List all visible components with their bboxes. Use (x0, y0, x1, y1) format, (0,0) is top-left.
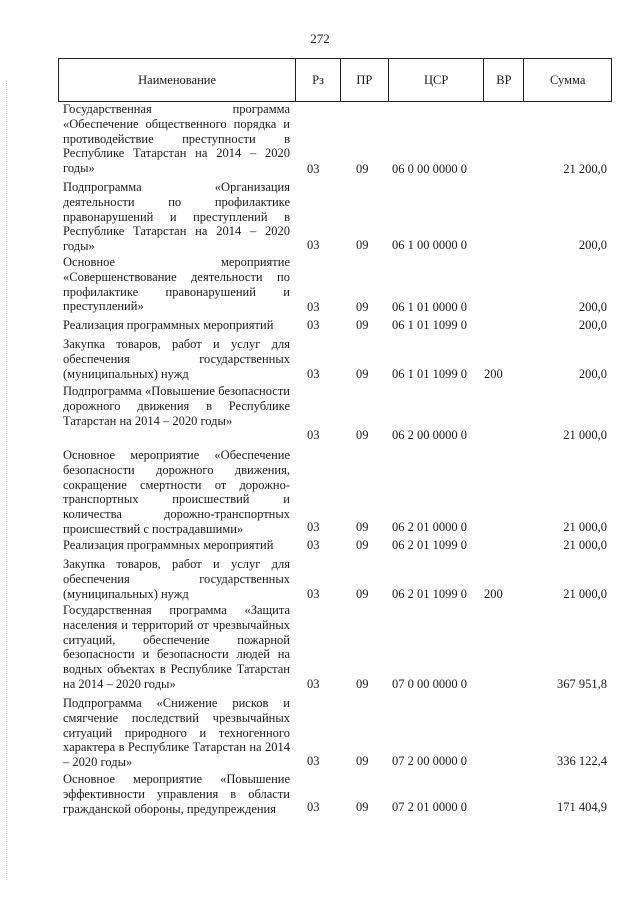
row-csr: 06 2 00 0000 0 (392, 428, 467, 442)
row-rz: 03 (307, 677, 320, 691)
row-pr: 09 (356, 428, 369, 442)
row-name: Основное мероприятие «Обеспечение безопасности дорожного движения, сокращение смертности от дорожно-транспортных происшествий и количества дорожно-транспортных происшествий с пострадавшими» (63, 448, 290, 536)
row-sum: 21 000,0 (563, 538, 607, 552)
table-row (0, 557, 640, 605)
row-sum: 200,0 (578, 238, 607, 252)
table-row (0, 180, 640, 254)
table-row (0, 696, 640, 772)
row-sum: 200,0 (578, 367, 607, 381)
row-rz: 03 (307, 587, 320, 601)
row-rz: 03 (307, 754, 320, 768)
page-number: 272 (310, 31, 330, 46)
row-sum: 21 000,0 (563, 428, 607, 442)
column-header-vr: ВР (484, 59, 524, 101)
table-row (0, 538, 640, 556)
row-csr: 06 1 01 1099 0 (392, 367, 467, 381)
row-pr: 09 (356, 367, 369, 381)
row-pr: 09 (356, 300, 369, 314)
row-pr: 09 (356, 520, 369, 534)
row-name: Реализация программных мероприятий (63, 538, 274, 552)
row-sum: 21 000,0 (563, 520, 607, 534)
row-pr: 09 (356, 538, 369, 552)
row-rz: 03 (307, 520, 320, 534)
row-sum: 171 404,9 (557, 800, 607, 814)
row-pr: 09 (356, 800, 369, 814)
row-sum: 200,0 (578, 318, 607, 332)
table-row (0, 384, 640, 446)
row-pr: 09 (356, 587, 369, 601)
row-rz: 03 (307, 428, 320, 442)
row-name: Основное мероприятие «Совершенствование деятельности по профилактике правонарушений и преступлений» (63, 255, 290, 314)
row-csr: 06 1 00 0000 0 (392, 238, 467, 252)
column-header-name: Наименование (59, 59, 296, 101)
row-name: Подпрограмма «Организация деятельности по профилактике правонарушений и преступлений в Республике Татарстан на 2014 – 2020 годы» (63, 180, 290, 254)
column-header-csr: ЦСР (389, 59, 485, 101)
row-name: Подпрограмма «Снижение рисков и смягчение последствий чрезвычайных ситуаций природного и техногенного характера в Республике Татарстан на 2014 – 2020 годы» (63, 696, 290, 770)
row-pr: 09 (356, 162, 369, 176)
table-header (58, 58, 612, 102)
row-vr: 200 (484, 367, 503, 381)
row-name: Подпрограмма «Повышение безопасности дорожного движения в Республике Татарстан на 2014 – 2020 годы» (63, 384, 290, 428)
row-rz: 03 (307, 538, 320, 552)
row-csr: 07 0 00 0000 0 (392, 677, 467, 691)
row-rz: 03 (307, 162, 320, 176)
table-row (0, 102, 640, 176)
row-rz: 03 (307, 238, 320, 252)
row-name: Государственная программа «Обеспечение общественного порядка и противодействие преступности в Республике Татарстан на 2014 – 2020 годы» (63, 102, 290, 176)
row-csr: 07 2 00 0000 0 (392, 754, 467, 768)
column-header-pr: ПР (341, 59, 389, 101)
row-csr: 06 2 01 1099 0 (392, 538, 467, 552)
row-pr: 09 (356, 238, 369, 252)
table-row (0, 255, 640, 318)
table-row (0, 772, 640, 820)
row-sum: 21 000,0 (563, 587, 607, 601)
row-sum: 200,0 (578, 300, 607, 314)
table-row (0, 337, 640, 385)
row-name: Закупка товаров, работ и услуг для обеспечения государственных (муниципальных) нужд (63, 557, 290, 601)
row-csr: 06 0 00 0000 0 (392, 162, 467, 176)
table-row (0, 448, 640, 538)
row-rz: 03 (307, 367, 320, 381)
row-name: Государственная программа «Защита населения и территорий от чрезвычайных ситуаций, обеспечение пожарной безопасности и безопасности людей на водных объектах в Республике Татарстан на 2014 – 2020 годы» (63, 603, 290, 691)
row-csr: 06 1 01 0000 0 (392, 300, 467, 314)
row-pr: 09 (356, 754, 369, 768)
row-vr: 200 (484, 587, 503, 601)
row-sum: 336 122,4 (557, 754, 607, 768)
row-rz: 03 (307, 300, 320, 314)
row-pr: 09 (356, 318, 369, 332)
row-csr: 06 1 01 1099 0 (392, 318, 467, 332)
row-name: Закупка товаров, работ и услуг для обеспечения государственных (муниципальных) нужд (63, 337, 290, 381)
row-rz: 03 (307, 800, 320, 814)
column-header-sum: Сумма (549, 72, 586, 87)
row-name: Основное мероприятие «Повышение эффективности управления в области гражданской обороны, предупреждения (63, 772, 290, 816)
table-row (0, 603, 640, 695)
row-rz: 03 (307, 318, 320, 332)
table-row (0, 318, 640, 336)
row-pr: 09 (356, 677, 369, 691)
row-sum: 21 200,0 (563, 162, 607, 176)
row-sum: 367 951,8 (557, 677, 607, 691)
row-name: Реализация программных мероприятий (63, 318, 274, 332)
row-csr: 07 2 01 0000 0 (392, 800, 467, 814)
column-header-rz: Рз (296, 59, 341, 101)
row-csr: 06 2 01 0000 0 (392, 520, 467, 534)
row-csr: 06 2 01 1099 0 (392, 587, 467, 601)
